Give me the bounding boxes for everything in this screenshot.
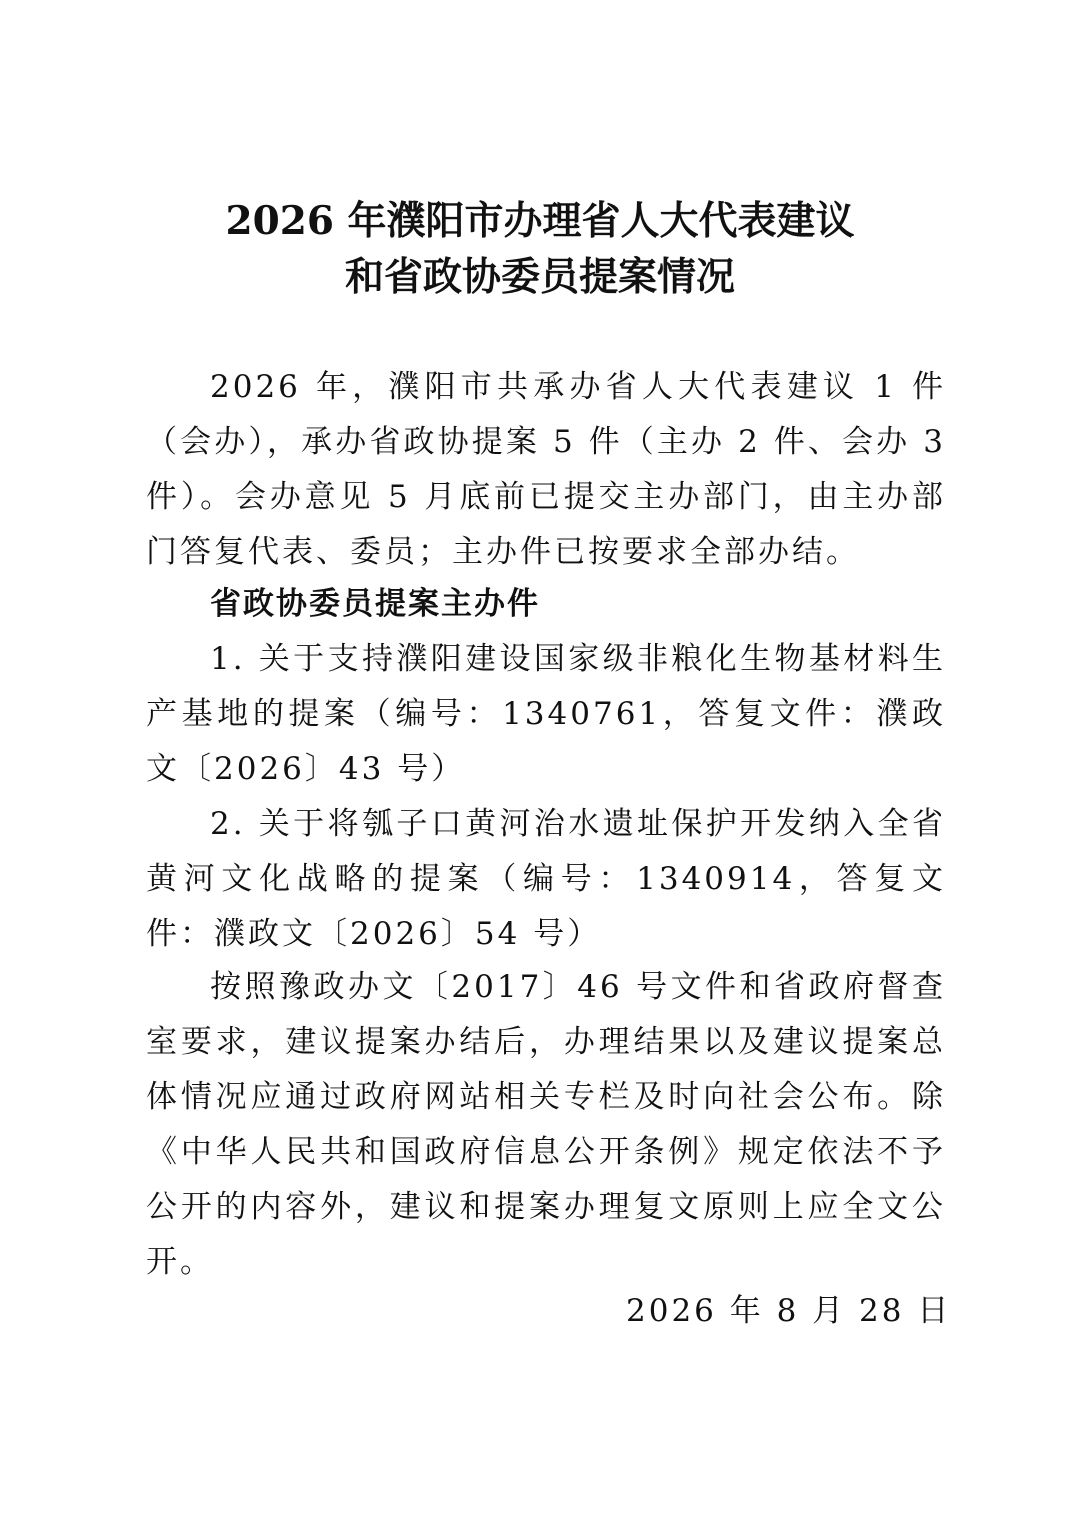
proposal-item-1: 1. 关于支持濮阳建设国家级非粮化生物基材料生产基地的提案（编号：1340761，答复文件：濮政文〔2026〕43 号） [146,641,946,787]
document-date: 2026 年 8 月 28 日 [626,1293,952,1329]
proposal-item-2: 2. 关于将瓠子口黄河治水遗址保护开发纳入全省黄河文化战略的提案（编号：1340914，答复文件：濮政文〔2026〕54 号） [146,806,946,952]
intro-paragraph-block [146,360,946,580]
document-title-line1: 2026 年濮阳市办理省人大代表建议 [225,198,855,244]
closing-paragraph-block [146,960,946,1290]
item-block-1 [146,632,946,797]
closing-paragraph: 按照豫政办文〔2017〕46 号文件和省政府督查室要求，建议提案办结后，办理结果以及建议提案总体情况应通过政府网站相关专栏及时向社会公布。除《中华人民共和国政府信息公开条例》规定依法不予公开的内容外，建议和提案办理复文原则上应全文公开。 [146,969,946,1280]
section-heading: 省政协委员提案主办件 [210,586,540,622]
item-block-2 [146,797,946,962]
document-title-line2: 和省政协委员提案情况 [344,254,735,300]
intro-paragraph: 2026 年，濮阳市共承办省人大代表建议 1 件（会办），承办省政协提案 5 件（主办 2 件、会办 3 件）。会办意见 5 月底前已提交主办部门，由主办部门答复代表、委员；主办件已按要求全部办结。 [146,369,946,570]
